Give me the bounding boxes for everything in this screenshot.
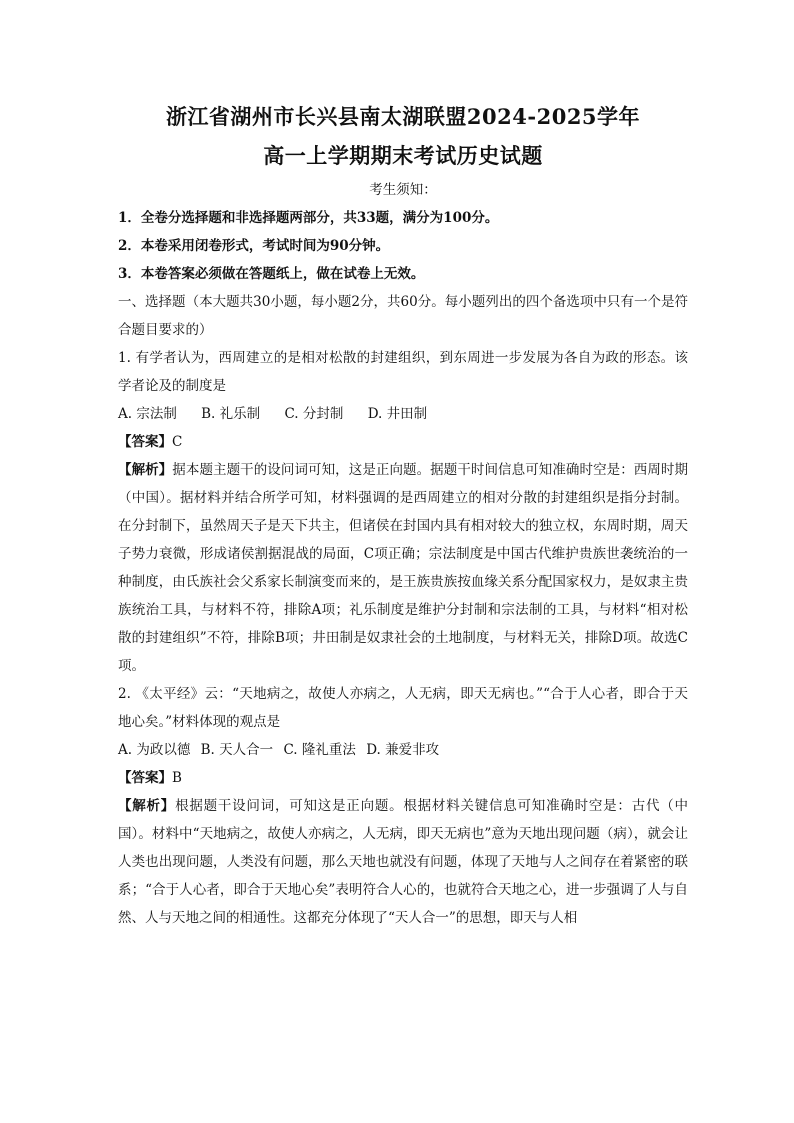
question-1-options bbox=[118, 400, 688, 428]
question-1-stem: 1. 有学者认为，西周建立的是相对松散的封建组织，到东周进一步发展为各自为政的形态。该学者论及的制度是 bbox=[118, 350, 688, 394]
answer-label: 【答案】 bbox=[118, 770, 172, 786]
analysis-label: 【解析】 bbox=[118, 798, 176, 814]
analysis-text: 根据题干设问词，可知这是正向题。根据材料关键信息可知准确时空是：古代（中国）。材料中“天地病之，故使人亦病之，人无病，即天无病也”意为天地出现问题（病），就会让人类也出现问题，人类没有问题，那么天地也就没有问题，体现了天地与人之间存在着紧密的联系；“合于人心者，即合于天地心矣”表明符合人心的，也就符合天地之心，进一步强调了人与自然、人与天地之间的相通性。这都充分体现了“天人合一”的思想，即天与人相 bbox=[118, 798, 689, 926]
question-2-stem: 2. 《太平经》云：“天地病之，故使人亦病之，人无病，即天无病也。”“合于人心者，即合于天地心矣。”材料体现的观点是 bbox=[118, 686, 688, 730]
question-1-analysis bbox=[118, 456, 688, 680]
analysis-label: 【解析】 bbox=[118, 462, 173, 478]
rule-3: 3．本卷答案必须做在答题纸上，做在试卷上无效。 bbox=[118, 266, 425, 282]
exam-content bbox=[118, 100, 688, 932]
rule-1: 1．全卷分选择题和非选择题两部分，共33题，满分为100分。 bbox=[118, 210, 499, 226]
question-1-option-a: A. 宗法制 bbox=[118, 406, 177, 422]
question-2-option-b: B. 天人合一 bbox=[200, 742, 274, 758]
section-intro: 一、选择题（本大题共30小题，每小题2分，共60分。每小题列出的四个备选项中只有一个是符合题目要求的） bbox=[118, 294, 688, 338]
question-1-answer bbox=[118, 428, 688, 456]
question-2-analysis bbox=[118, 792, 688, 932]
analysis-text: 据本题主题干的设问词可知，这是正向题。据题干时间信息可知准确时空是：西周时期（中国）。据材料并结合所学可知，材料强调的是西周建立的相对分散的封建组织是指分封制。在分封制下，虽然周天子是天下共主，但诸侯在封国内具有相对较大的独立权，东周时期，周天子势力衰微，形成诸侯割据混战的局面，C项正确；宗法制度是中国古代维护贵族世袭统治的一种制度，由氏族社会父系家长制演变而来的，是王族贵族按血缘关系分配国家权力，是奴隶主贵族统治工具，与材料不符，排除A项；礼乐制度是维护分封制和宗法制的工具，与材料“相对松散的封建组织”不符，排除B项；井田制是奴隶社会的土地制度，与材料无关，排除D项。故选C项。 bbox=[118, 462, 689, 674]
answer-label: 【答案】 bbox=[118, 434, 172, 450]
question-2-option-c: C. 隆礼重法 bbox=[283, 742, 356, 758]
question-1-option-c: C. 分封制 bbox=[284, 406, 344, 422]
notice-heading: 考生须知： bbox=[369, 182, 437, 198]
question-2-options bbox=[118, 736, 688, 764]
rule-2: 2．本卷采用闭卷形式，考试时间为90分钟。 bbox=[118, 238, 390, 254]
question-1-option-d: D. 井田制 bbox=[367, 406, 428, 422]
question-2-answer bbox=[118, 764, 688, 792]
exam-title-line1: 浙江省湖州市长兴县南太湖联盟2024-2025学年 bbox=[165, 104, 641, 129]
answer-value: B bbox=[172, 770, 182, 786]
answer-value: C bbox=[172, 434, 183, 450]
question-2-option-a: A. 为政以德 bbox=[118, 742, 191, 758]
question-1-option-b: B. 礼乐制 bbox=[201, 406, 261, 422]
exam-title-line2: 高一上学期期末考试历史试题 bbox=[263, 143, 543, 168]
question-2-option-d: D. 兼爱非攻 bbox=[366, 742, 440, 758]
